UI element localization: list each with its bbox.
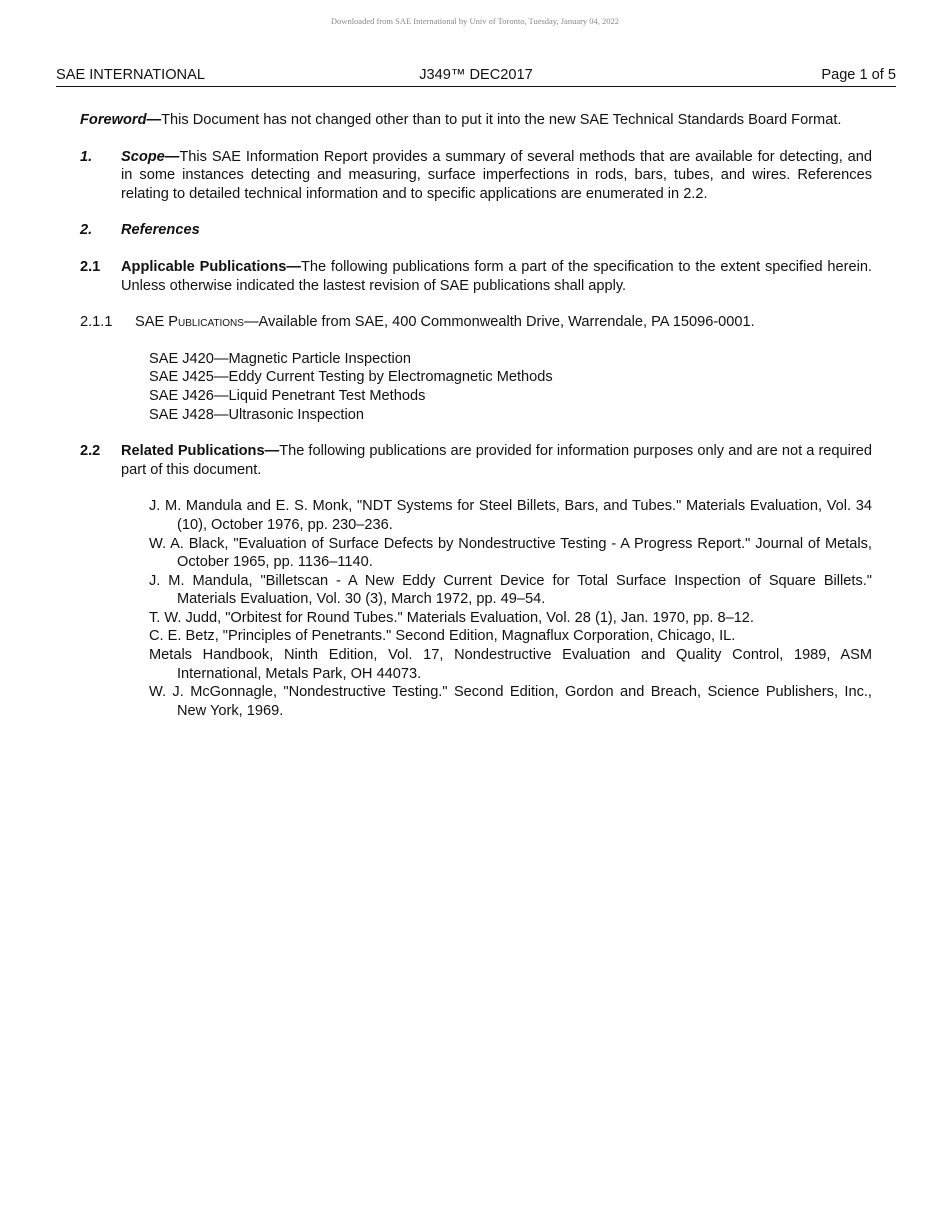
reference-item: W. A. Black, "Evaluation of Surface Defects by Nondestructive Testing - A Progress Report." Journal of Metals, October 1965, pp. 1136–1140. bbox=[149, 535, 872, 571]
section-title: Applicable Publications— bbox=[121, 258, 301, 275]
section-applicable-publications bbox=[80, 258, 872, 295]
publication-item: SAE J420—Magnetic Particle Inspection bbox=[149, 350, 412, 367]
section-sae-publications bbox=[80, 313, 872, 332]
foreword-text: This Document has not changed other than to put it into the new SAE Technical Standards Board Format. bbox=[161, 112, 842, 128]
reference-item: C. E. Betz, "Principles of Penetrants." Second Edition, Magnaflux Corporation, Chicago, IL. bbox=[149, 628, 736, 645]
section-references bbox=[80, 221, 872, 240]
related-publication-list bbox=[80, 497, 872, 720]
section-text: The following publications are provided for information purposes only and are not a required part of this document. bbox=[121, 443, 872, 478]
section-number: 2.1 bbox=[80, 258, 101, 275]
section-number: 2.2 bbox=[80, 443, 101, 460]
reference-item: J. M. Mandula, "Billetscan - A New Eddy Current Device for Total Surface Inspection of Square Billets." Materials Evaluation, Vol. 30 (3), March 1972, pp. 49–54. bbox=[149, 572, 872, 608]
header-page-number: Page 1 of 5 bbox=[821, 67, 896, 83]
publication-item: SAE J425—Eddy Current Testing by Electromagnetic Methods bbox=[149, 369, 553, 386]
foreword-paragraph bbox=[80, 111, 872, 130]
section-scope bbox=[80, 148, 872, 204]
publication-item: SAE J426—Liquid Penetrant Test Methods bbox=[149, 387, 426, 404]
section-number: 1. bbox=[80, 148, 93, 165]
header-org: SAE INTERNATIONAL bbox=[56, 67, 205, 83]
reference-item: Metals Handbook, Ninth Edition, Vol. 17, Nondestructive Evaluation and Quality Control, 1989, ASM International, Metals Park, OH 44073. bbox=[149, 647, 872, 682]
header-doc-id: J349™ DEC2017 bbox=[419, 67, 533, 83]
section-number: 2. bbox=[80, 222, 93, 239]
reference-item: T. W. Judd, "Orbitest for Round Tubes." Materials Evaluation, Vol. 28 (1), Jan. 1970, pp. 8–12. bbox=[149, 609, 754, 626]
section-title: Related Publications— bbox=[121, 443, 280, 460]
foreword-title: Foreword— bbox=[80, 112, 162, 128]
section-related-publications bbox=[80, 442, 872, 479]
document-body bbox=[80, 111, 872, 720]
section-label: SAE Publications bbox=[135, 314, 244, 331]
publication-item: SAE J428—Ultrasonic Inspection bbox=[149, 406, 364, 423]
section-text: This SAE Information Report provides a summary of several methods that are available for detecting, and in some instances detecting and measuring, surface imperfections in rods, bars, tubes, and wires. References relating to detailed technical information and to specific applications are enumerated in 2.2. bbox=[121, 148, 872, 202]
section-title: Scope— bbox=[121, 148, 180, 165]
reference-item: J. M. Mandula and E. S. Monk, "NDT Systems for Steel Billets, Bars, and Tubes." Materials Evaluation, Vol. 34 (10), October 1976, pp. 230–236. bbox=[149, 498, 872, 533]
download-watermark: Downloaded from SAE International by Univ of Toronto, Tuesday, January 04, 2022 bbox=[330, 16, 620, 26]
section-text: The following publications form a part of the specification to the extent specified herein. Unless otherwise indicated the lastest revision of SAE publications shall apply. bbox=[121, 258, 872, 294]
sae-publication-list bbox=[80, 350, 872, 424]
reference-item: W. J. McGonnagle, "Nondestructive Testing." Second Edition, Gordon and Breach, Science Publishers, Inc., New York, 1969. bbox=[149, 684, 872, 719]
section-number: 2.1.1 bbox=[80, 314, 113, 331]
section-text: —Available from SAE, 400 Commonwealth Drive, Warrendale, PA 15096-0001. bbox=[243, 314, 755, 331]
page-header bbox=[56, 66, 896, 87]
section-title: References bbox=[121, 222, 200, 239]
